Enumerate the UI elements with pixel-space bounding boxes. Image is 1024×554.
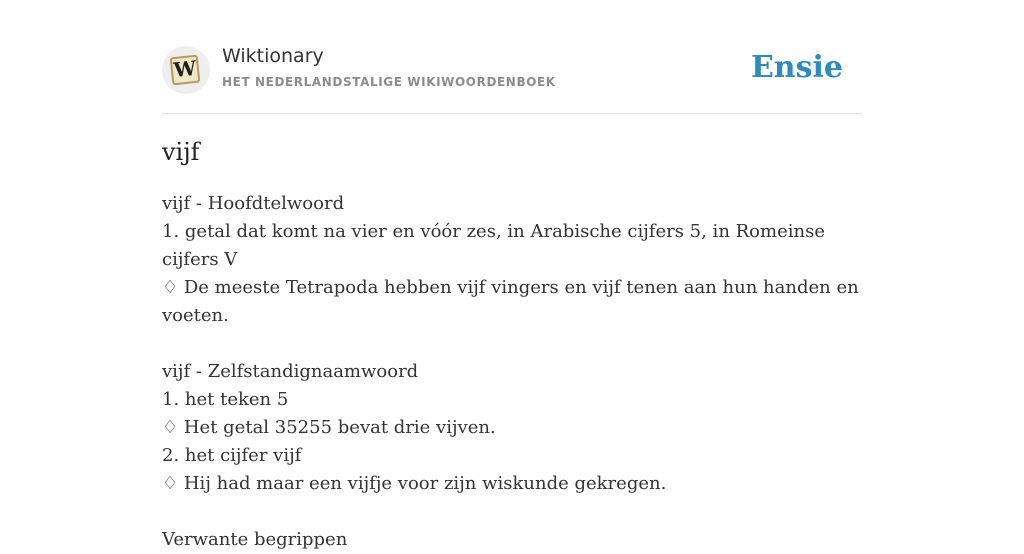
section-heading: vijf - Zelfstandignaamwoord: [162, 361, 419, 382]
definition-line: 1. het teken 5: [162, 389, 289, 410]
definition-line: 1. getal dat komt na vier en vóór zes, in Arabische cijfers 5, in Romeinse cijfers V: [162, 221, 825, 270]
site-name[interactable]: Wiktionary: [222, 45, 324, 67]
site-subtitle: HET NEDERLANDSTALIGE WIKIWOORDENBOEK: [222, 75, 556, 89]
section-gap: [162, 330, 862, 358]
logo-letter: W: [170, 55, 201, 86]
example-line: ♢ De meeste Tetrapoda hebben vijf vingers en vijf tenen aan hun handen en voeten.: [162, 277, 859, 326]
wiktionary-logo-icon[interactable]: [162, 46, 210, 94]
section-gap: [162, 498, 862, 526]
ensie-brand-link[interactable]: Ensie: [750, 50, 843, 85]
entry-content: [162, 190, 862, 554]
example-line: ♢ Hij had maar een vijfje voor zijn wiskunde gekregen.: [162, 473, 667, 494]
page-title: vijf: [162, 138, 200, 166]
definition-line: 2. het cijfer vijf: [162, 445, 302, 466]
section-heading: Verwante begrippen: [162, 529, 348, 550]
example-line: ♢ Het getal 35255 bevat drie vijven.: [162, 417, 496, 438]
header-divider: [162, 113, 862, 114]
section-heading: vijf - Hoofdtelwoord: [162, 193, 345, 214]
header: [162, 44, 862, 96]
